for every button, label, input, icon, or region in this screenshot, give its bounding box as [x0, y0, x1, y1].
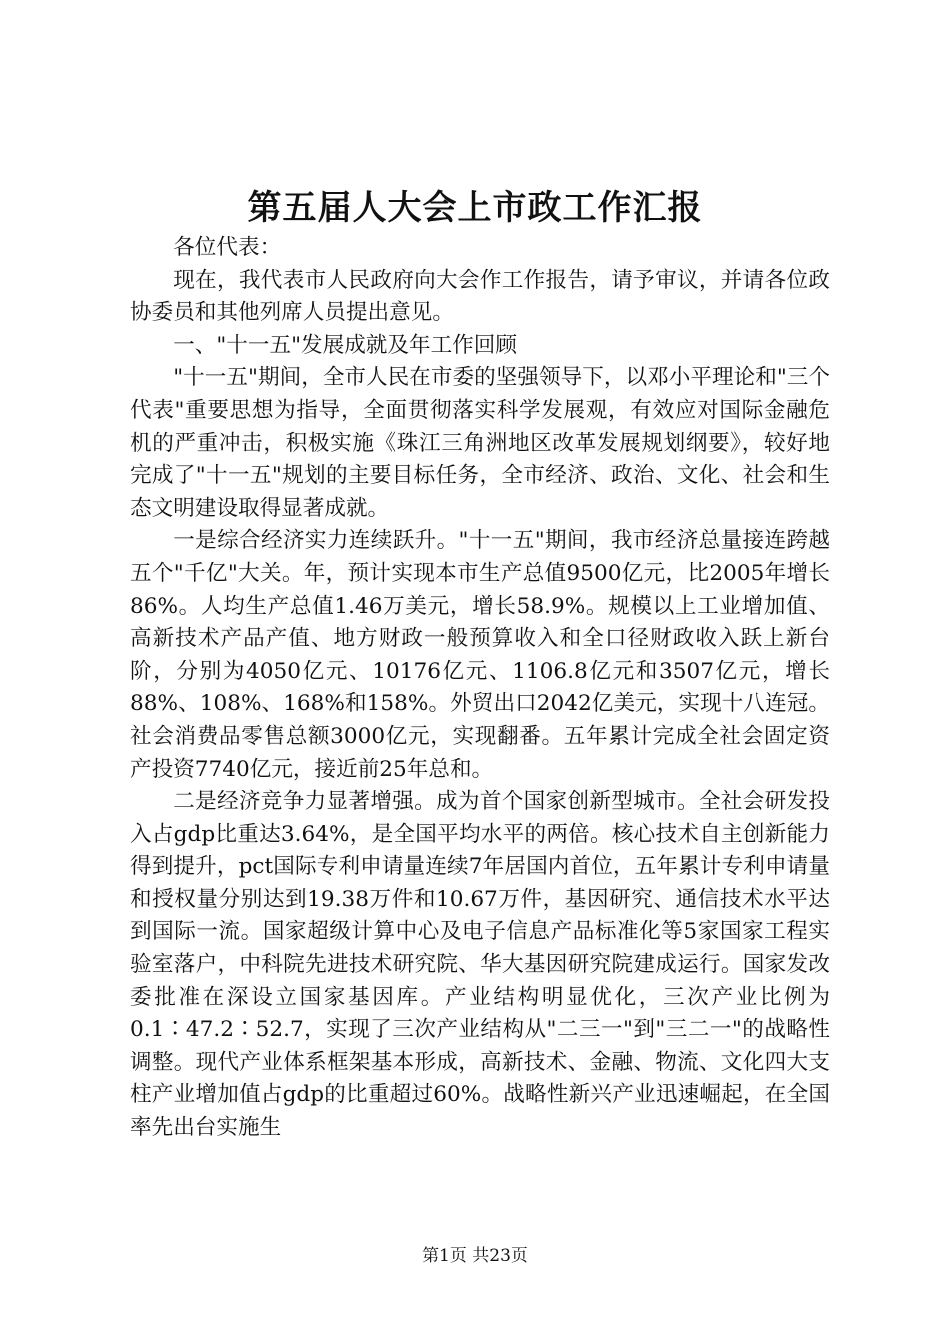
paragraph-intro: 现在，我代表市人民政府向大会作工作报告，请予审议，并请各位政协委员和其他列席人员提出意见。	[130, 267, 830, 326]
paragraph-competitiveness: 二是经济竞争力显著增强。成为首个国家创新型城市。全社会研发投入占gdp比重达3.64%，是全国平均水平的两倍。核心技术自主创新能力得到提升，pct国际专利申请量连续7年居国内首位，五年累计专利申请量和授权量分别达到19.38万件和10.67万件，基因研究、通信技术水平达到国际一流。国家超级计算中心及电子信息产品标准化等5家国家工程实验室落户，中科院先进技术研究院、华大基因研究院建成运行。国家发改委批准在深设立国家基因库。产业结构明显优化，三次产业比例为0.1∶47.2∶52.7，实现了三次产业结构从"二三一"到"三二一"的战略性调整。现代产业体系框架基本形成，高新技术、金融、物流、文化四大支柱产业增加值占gdp的比重超过60%。战略性新兴产业迅速崛起，在全国率先出台实施生	[130, 789, 830, 1141]
paragraph-overview: "十一五"期间，全市人民在市委的坚强领导下，以邓小平理论和"三个代表"重要思想为指导，全面贯彻落实科学发展观，有效应对国际金融危机的严重冲击，积极实施《珠江三角洲地区改革发展规划纲要》，较好地完成了"十一五"规划的主要目标任务，全市经济、政治、文化、社会和生态文明建设取得显著成就。	[130, 365, 830, 521]
paragraph-economy: 一是综合经济实力连续跃升。"十一五"期间，我市经济总量接连跨越五个"千亿"大关。年，预计实现本市生产总值9500亿元，比2005年增长86%。人均生产总值1.46万美元，增长58.9%。规模以上工业增加值、高新技术产品产值、地方财政一般预算收入和全口径财政收入跃上新台阶，分别为4050亿元、10176亿元、1106.8亿元和3507亿元，增长88%、108%、168%和158%。外贸出口2042亿美元，实现十八连冠。社会消费品零售总额3000亿元，实现翻番。五年累计完成全社会固定资产投资7740亿元，接近前25年总和。	[130, 528, 830, 782]
page-footer: 第1页 共23页	[422, 1246, 528, 1266]
section-heading: 一、"十一五"发展成就及年工作回顾	[173, 332, 517, 358]
document-body	[130, 232, 830, 1145]
paragraph-salutation: 各位代表：	[173, 235, 282, 260]
document-title: 第五届人大会上市政工作汇报	[247, 188, 703, 228]
